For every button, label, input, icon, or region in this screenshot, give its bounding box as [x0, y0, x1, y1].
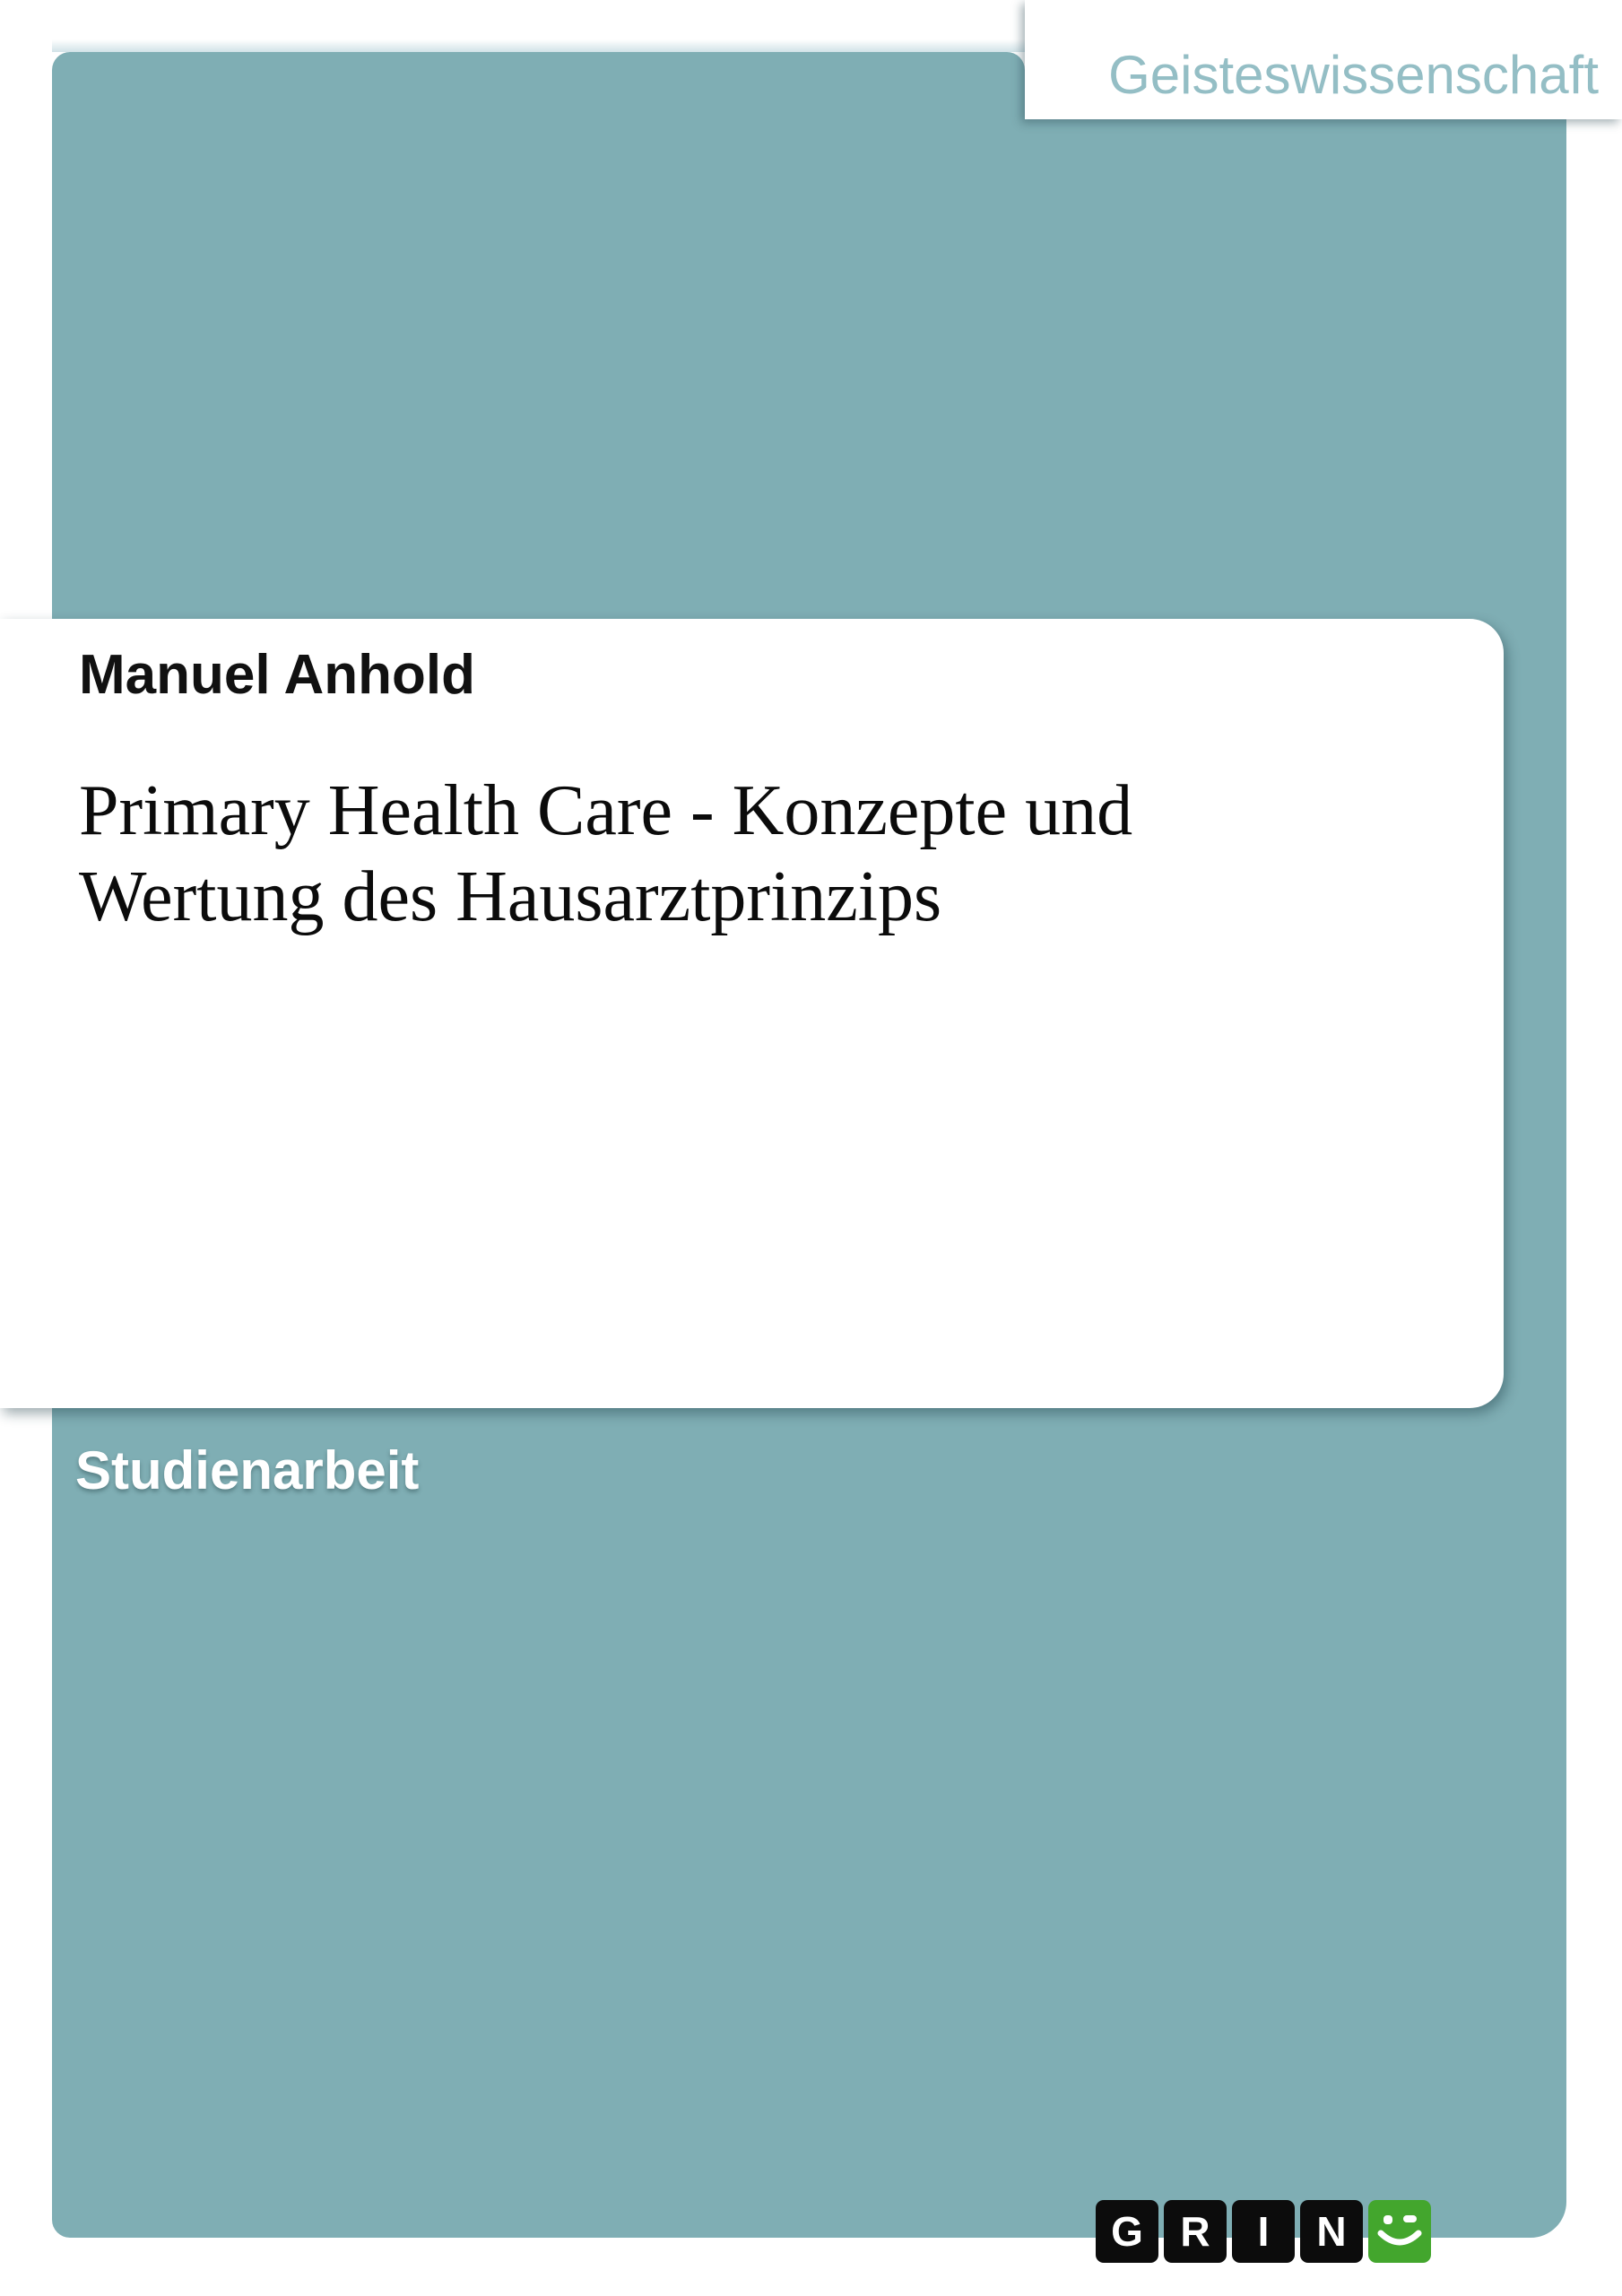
- grin-logo: [1096, 2200, 1431, 2263]
- teal-panel-top-glow: [52, 39, 1025, 52]
- category-label: Geisteswissenschaft: [1108, 45, 1599, 105]
- book-title: [79, 768, 1423, 940]
- book-title-line-2: Wertung des Hausarztprinzips: [79, 857, 942, 936]
- logo-letter-g: G: [1096, 2200, 1158, 2263]
- logo-smiley-box: [1368, 2200, 1431, 2263]
- document-type-label: Studienarbeit: [75, 1440, 420, 1500]
- title-card: [0, 619, 1504, 1408]
- winking-smiley-icon: [1368, 2200, 1431, 2263]
- logo-letter-r: R: [1164, 2200, 1227, 2263]
- logo-letter-i: I: [1232, 2200, 1295, 2263]
- author-name: Manuel Anhold: [79, 644, 475, 706]
- book-title-line-1: Primary Health Care - Konzepte und: [79, 771, 1133, 850]
- category-tab: [1025, 0, 1622, 119]
- logo-letter-n: N: [1300, 2200, 1363, 2263]
